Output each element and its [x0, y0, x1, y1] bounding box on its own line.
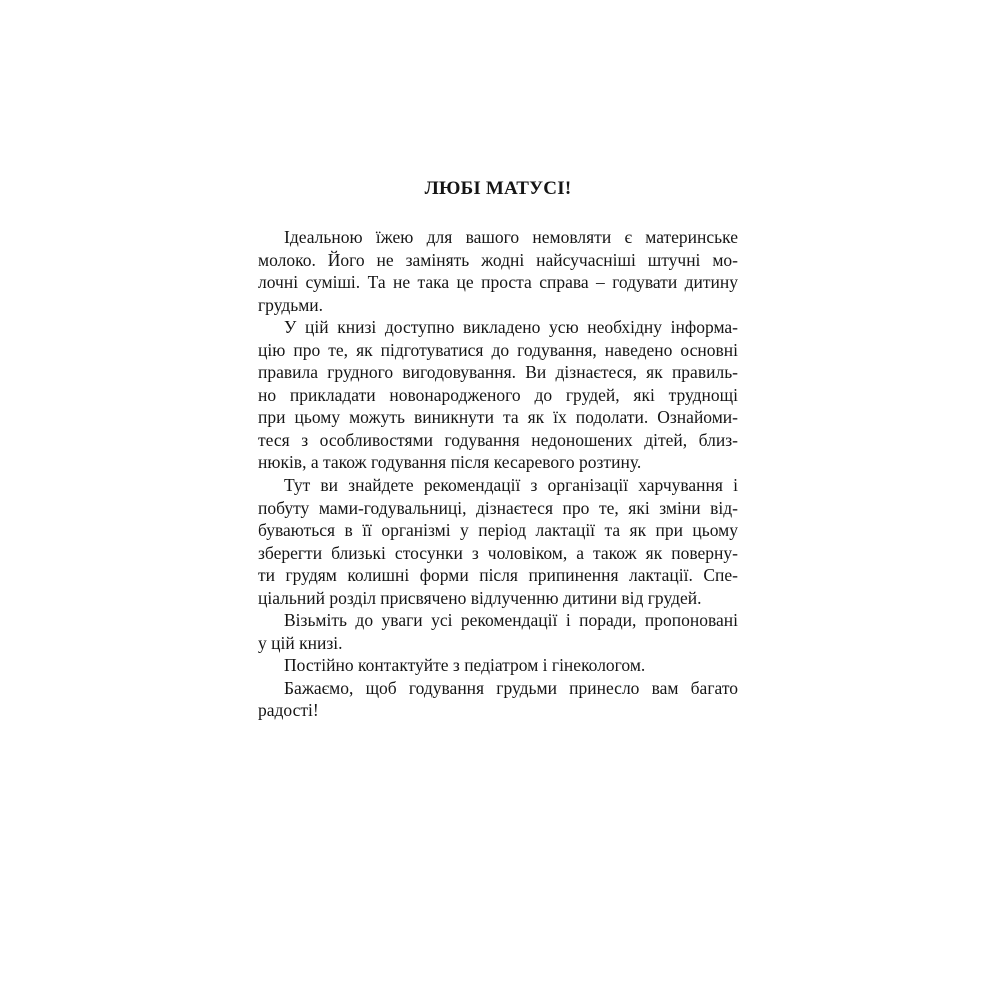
page-title: ЛЮБІ МАТУСІ! [424, 178, 572, 199]
body-text [258, 226, 738, 722]
text-line: Візьміть до уваги усі рекомендації і поради, пропоновані [284, 610, 738, 631]
text-line: ціальний розділ присвячено відлученню дитини від грудей. [258, 587, 702, 608]
text-line: У цій книзі доступно викладено усю необхідну інформа- [284, 317, 738, 338]
text-line: грудьми. [258, 294, 324, 315]
text-line: Бажаємо, щоб годування грудьми принесло вам багато [284, 677, 738, 698]
text-line: Ідеальною їжею для вашого немовляти є материнське [284, 227, 738, 247]
text-line: лочні суміші. Та не така це проста справа – годувати дитину [258, 272, 738, 293]
text-line: ти грудям колишні форми після припинення лактації. Спе- [258, 565, 738, 586]
text-line: побуту мами-годувальниці, дізнаєтеся про те, які зміни від- [258, 497, 738, 518]
text-line: при цьому можуть виникнути та як їх подолати. Ознайоми- [258, 407, 738, 428]
text-line: буваються в її організмі у період лактації та як при цьому [258, 520, 738, 541]
text-line: зберегти близькі стосунки з чоловіком, а також як поверну- [258, 542, 738, 563]
text-line: молоко. Його не замінять жодні найсучасніші штучні мо- [258, 249, 738, 270]
text-line: цію про те, як підготуватися до годування, наведено основні [258, 339, 738, 360]
text-line: правила грудного вигодовування. Ви дізнаєтеся, як правиль- [258, 362, 738, 383]
text-line: нюків, а також годування після кесаревого розтину. [258, 452, 642, 473]
text-line: но прикладати новонародженого до грудей, які труднощі [258, 384, 738, 405]
text-line: радості! [258, 700, 319, 721]
text-line: у цій книзі. [258, 632, 343, 653]
text-line: Постійно контактуйте з педіатром і гінекологом. [284, 655, 646, 676]
text-line: теся з особливостями годування недоношених дітей, близ- [258, 429, 738, 450]
text-line: Тут ви знайдете рекомендації з організації харчування і [284, 475, 738, 496]
